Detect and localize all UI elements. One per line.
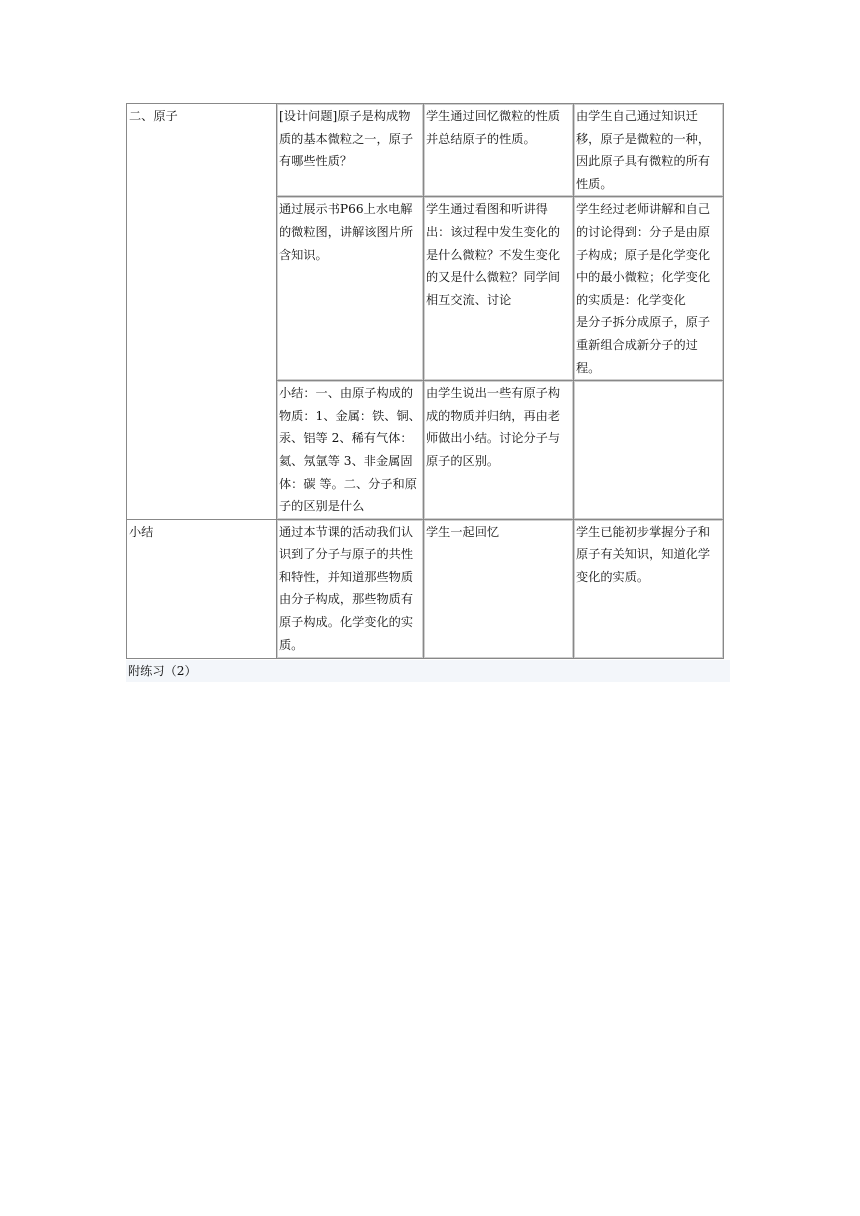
section-title-atom: 二、原子	[127, 104, 277, 520]
student-activity-cell: 学生一起回忆	[424, 519, 574, 658]
design-intent-line: 是分子拆分成原子，原子重新组合成新分子的过程。	[576, 315, 711, 375]
student-activity-cell: 由学生说出一些有原子构成的物质并归纳，再由老师做出小结。讨论分子与原子的区别。	[424, 381, 574, 520]
design-intent-cell: 由学生自己通过知识迁移，原子是微粒的一种，因此原子具有微粒的所有性质。	[574, 104, 724, 197]
table-row	[127, 519, 724, 658]
teacher-activity-cell: 小结：一、由原子构成的物质：1、金属：铁、铜、汞、铝等 2、稀有气体：氦、氖氩等 3、非金属固体：碳 等。二、分子和原子的区别是什么	[277, 381, 424, 520]
section-title-summary: 小结	[127, 519, 277, 658]
design-intent-cell	[574, 381, 724, 520]
teacher-activity-cell: 通过本节课的活动我们认识到了分子与原子的共性和特性，并知道那些物质由分子构成，那些物质有原子构成。化学变化的实质。	[277, 519, 424, 658]
lesson-plan-table	[126, 103, 724, 659]
student-activity-cell: 学生通过回忆微粒的性质并总结原子的性质。	[424, 104, 574, 197]
appendix-exercise-label: 附练习（2）	[126, 660, 730, 682]
student-activity-cell: 学生通过看图和听讲得出：该过程中发生变化的是什么微粒？不发生变化的又是什么微粒？同学间相互交流、讨论	[424, 197, 574, 381]
teacher-activity-cell: 通过展示书P66上水电解的微粒图，讲解该图片所含知识。	[277, 197, 424, 381]
design-intent-line: 学生经过老师讲解和自己的讨论得到：分子是由原子构成；原子是化学变化中的最小微粒；化学变化的实质是：化学变化	[576, 202, 711, 307]
teacher-activity-cell: [设计问题]原子是构成物质的基本微粒之一，原子有哪些性质？	[277, 104, 424, 197]
design-intent-cell	[574, 197, 724, 381]
table-row	[127, 104, 724, 197]
lesson-document	[126, 103, 730, 682]
design-intent-cell: 学生已能初步掌握分子和原子有关知识，知道化学变化的实质。	[574, 519, 724, 658]
